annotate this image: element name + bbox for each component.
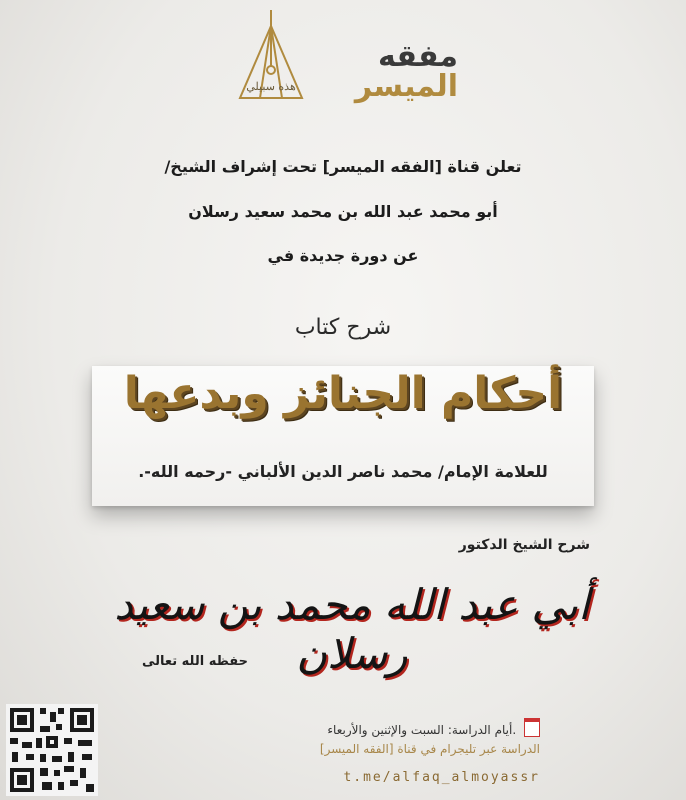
brand-line-2: الميسر (354, 69, 458, 104)
qr-code-icon[interactable] (6, 704, 98, 796)
teacher-name-calligraphy: أبي عبد الله محمد بن سعيد رسلان (114, 580, 590, 678)
brand-line-1: مفقه (378, 39, 458, 74)
tent-pen-emblem-icon (230, 6, 312, 114)
teacher-honorific: حفظه الله تعالى (142, 654, 248, 669)
study-days (200, 718, 540, 737)
brand-logo (338, 39, 458, 108)
teacher-label: شرح الشيخ الدكتور (458, 537, 590, 553)
book-author: للعلامة الإمام/ محمد ناصر الدين الألباني -رحمه الله-. (138, 462, 548, 481)
announcement-line-3: عن دورة جديدة في (267, 246, 419, 265)
book-title: أحكام الجنائز وبدعها (123, 368, 563, 419)
telegram-link[interactable]: t.me/alfaq_almoyassr (343, 770, 540, 785)
announcement-line-2: أبو محمد عبد الله بن محمد سعيد رسلان (188, 202, 498, 221)
study-channel-note: الدراسة عبر تليجرام في قناة [الفقه الميسر] (319, 742, 540, 756)
emblem-script: هذه سبيلي (246, 80, 296, 93)
calendar-icon (524, 718, 540, 737)
study-days-text: أيام الدراسة: السبت والإثنين والأربعاء. (327, 723, 517, 737)
course-prefix: شرح كتاب (294, 315, 392, 340)
announcement-line-1: تعلن قناة [الفقه الميسر] تحت إشراف الشيخ/ (164, 157, 522, 176)
